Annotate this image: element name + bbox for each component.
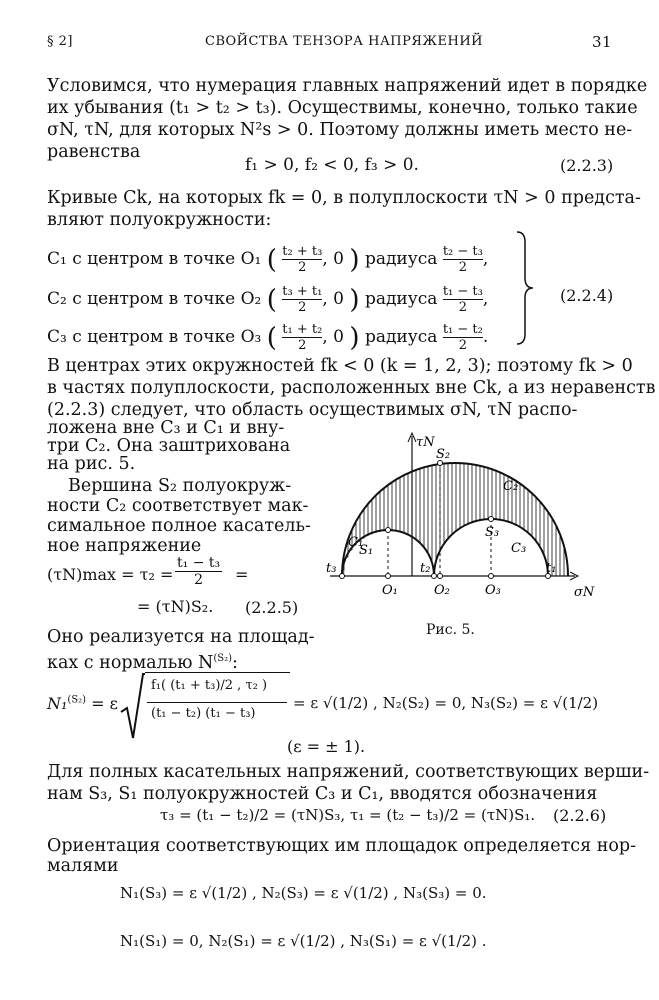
figure-caption: Рис. 5. [426,622,475,638]
text-line: ложена вне C₃ и C₁ и вну- [47,418,285,438]
radius-word: радиуса [364,327,438,347]
c3-label: C₃ [511,541,527,556]
hatched-region [344,458,564,578]
equation-2-2-4 [47,230,647,353]
c2-radius-num: t₁ − t₃ [442,284,483,299]
text-line: на рис. 5. [47,454,136,474]
text-line: Вершина S₂ полуокруж- [68,476,292,496]
text-line: симальное полное касатель- [47,516,311,536]
c3-zero: 0 [333,327,344,347]
c1-center-den: 2 [298,260,307,275]
sigma-axis-label: σN [574,585,595,600]
text-line: ное напряжение [47,536,202,556]
c2-label: C₂ [503,479,519,494]
s3-point [489,517,494,522]
c1-center-num: t₂ + t₃ [282,244,323,259]
text-line: Условимся, что нумерация главных напряжений идет в порядке [47,76,648,96]
text-line: В центрах этих окружностей fk < 0 (k = 1, 2, 3); поэтому fk > 0 [47,356,633,376]
t1-label: t₁ [546,561,557,576]
tau-max-equals: = [235,565,249,584]
tau-max-fraction [175,555,222,588]
c1-label: C₁ [348,535,364,550]
equation-2-2-6: τ₃ = (t₁ − t₂)/2 = (τN)S₃, τ₁ = (t₂ − t₃)/2 = (τN)S₁. [160,806,536,824]
t2-point [432,574,437,579]
c3-radius-num: t₁ − t₂ [442,322,483,337]
text-line: малями [47,856,119,876]
text-span: ках с нормалью N [47,652,214,673]
c1-line: C₁ с центром в точке O₁ ( $\frac{\text{t₂ + t₃}}{2}$ , 0 ) радиуса $\frac{\text{t₂ − t₃}}{2}$ , [47,244,489,275]
figure-5 [320,428,595,613]
epsilon-note: (ε = ± 1). [287,737,366,756]
s1-label: S₁ [359,543,374,558]
right-brace-icon [515,230,535,346]
equation-2-2-3: f₁ > 0, f₂ < 0, f₃ > 0. [245,155,419,175]
tau-max-lhs: (τN)max = τ₂ = [47,565,174,584]
s2-label: S₂ [436,447,451,462]
t3-point [340,574,345,579]
tau-max-formula [47,555,307,621]
c2-center-num: t₃ + t₁ [282,284,323,299]
s1-point [386,528,391,533]
equation-number: (2.2.4) [560,286,614,305]
c2-text: C₂ с центром в точке O₂ [47,289,262,309]
tau-axis-label: τN [416,435,435,450]
c1-zero: 0 [333,249,344,269]
text-line: вляют полуокружности: [47,210,272,230]
text-line: нам S₃, S₁ полуокружностей C₃ и C₁, вводятся обозначения [47,784,598,804]
c3-text: C₃ с центром в точке O₃ [47,327,262,347]
text-line: Оно реализуется на площад- [47,627,315,647]
section-mark: § 2] [47,34,73,49]
equation-number: (2.2.6) [553,806,607,825]
text-line: Для полных касательных напряжений, соответствующих верши- [47,762,650,782]
c2-line: C₂ с центром в точке O₂ ( $\frac{\text{t₃ + t₁}}{2}$ , 0 ) радиуса $\frac{\text{t₁ − t₃}}{2}$ , [47,284,489,315]
c3-center-num: t₁ + t₂ [282,322,323,337]
c1-text: C₁ с центром в точке O₁ [47,249,262,269]
text-line: три C₂. Она заштрихована [47,436,291,456]
text-line: в частях полуплоскости, расположенных вне Ck, а из неравенств [47,378,656,398]
c1-radius-num: t₂ − t₃ [442,244,483,259]
text-line: Кривые Ck, на которых fk = 0, в полуплоскости τN > 0 предста- [47,188,641,208]
c2-zero: 0 [333,289,344,309]
c2-radius-den: 2 [458,300,467,315]
s3-label: S₃ [485,525,500,540]
radius-word: радиуса [364,249,438,269]
equation-number: (2.2.3) [560,156,614,175]
tau-max-eq2: = (τN)S₂. [137,597,214,616]
c1-radius-den: 2 [458,260,467,275]
n-s3-line: N₁(S₃) = ε √(1/2) , N₂(S₃) = ε √(1/2) , N₃(S₃) = 0. [120,884,487,902]
radius-word: радиуса [364,289,438,309]
n-s2-lhs: N₁$^{(S_2)}$ = ε [47,694,118,713]
c3-line: C₃ с центром в точке O₃ ( $\frac{\text{t₁ + t₂}}{2}$ , 0 ) радиуса $\frac{\text{t₁ − t₂}}{2}$ . [47,322,489,353]
superscript: (S₂) [213,653,233,664]
o3-point [489,574,494,579]
page-number: 31 [592,33,613,51]
sqrt-icon [119,672,145,742]
text-line: их убывания (t₁ > t₂ > t₃). Осуществимы, конечно, только такие [47,98,638,118]
c3-radius-den: 2 [458,338,467,353]
o1-point [386,574,391,579]
o2-label: O₂ [434,583,450,598]
tau-max-den: 2 [194,572,204,588]
text-line: σN, τN, для которых N²s > 0. Поэтому должны иметь место не- [47,120,633,140]
n-s2-denominator: (t₁ − t₂) (t₁ − t₃) [151,706,256,721]
c2-center-den: 2 [298,300,307,315]
t3-label: t₃ [326,561,337,576]
o1-label: O₁ [382,583,398,598]
text-line: ности C₂ соответствует мак- [47,496,309,516]
o2-point [438,574,443,579]
text-line: ках с нормалью $N^{(S_2)}$: [47,652,238,673]
n-s2-numerator: f₁( (t₁ + t₃)/2 , τ₂ ) [151,678,268,693]
c3-center-den: 2 [298,338,307,353]
n-s1-line: N₁(S₁) = 0, N₂(S₁) = ε √(1/2) , N₃(S₁) = ε √(1/2) . [120,932,487,950]
n-s2-rhs: = ε √(1/2) , N₂(S₂) = 0, N₃(S₂) = ε √(1/2) [293,694,599,712]
equation-number: (2.2.5) [245,598,299,617]
o3-label: O₃ [485,583,501,598]
tau-max-num: t₁ − t₃ [177,555,221,571]
text-line: равенства [47,142,141,162]
text-line: Ориентация соответствующих им площадок определяется нор- [47,836,637,856]
text-line: (2.2.3) следует, что область осуществимых σN, τN распо- [47,400,578,420]
t2-label: t₂ [420,561,431,576]
running-title: СВОЙСТВА ТЕНЗОРА НАПРЯЖЕНИЙ [205,34,483,49]
